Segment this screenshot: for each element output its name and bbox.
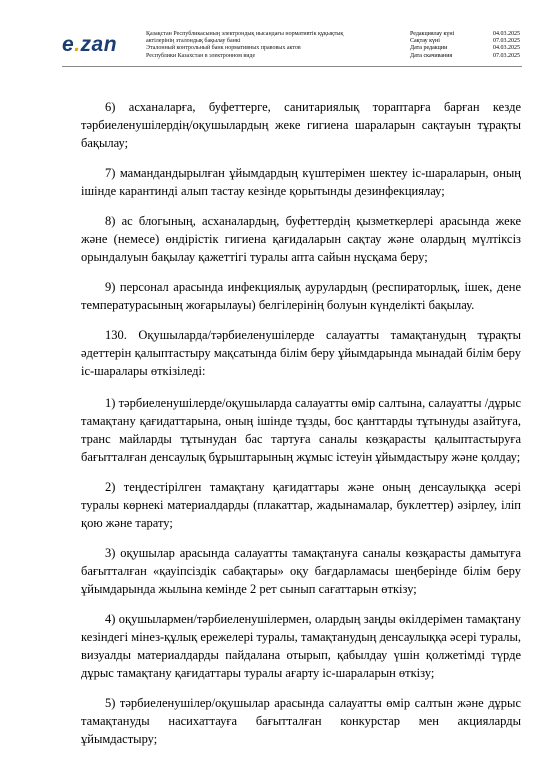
meta-label: Дата скачивания (410, 52, 453, 59)
meta-row-edit-date-ru (410, 45, 520, 52)
paragraph-item-8: 8) ас блогының, асханалардың, буфеттердің қызметкерлері арасында жеке және (немесе) өндірістік гигиена қағидаларын сақтау және олардың мүлтіксіз орындалуын бақылау қажеттігі туралы апта сайын нұсқама беру; (81, 214, 521, 264)
meta-row-edit-date-kz (410, 31, 520, 38)
meta-label: Редакциялау күні (410, 31, 455, 37)
meta-row-save-date-kz (410, 38, 520, 45)
paragraph-sub-4: 4) оқушылармен/тәрбиеленушілермен, олардың заңды өкілдерімен тамақтану кезіндегі мінез-құлық ережелері туралы, тамақтанудың денсаулыққа әсері туралы, визуалды материалдарды пайдалана отырып, қабылдау үшін қолжетімді түрде дұрыс тамақтану қағидаттары туралы ағарту іс-шараларын өткізу; (81, 612, 521, 680)
ezan-logo[interactable] (62, 34, 117, 56)
logo-e: e (62, 33, 75, 56)
meta-label: Сақтау күні (410, 38, 440, 45)
header-title-line: Эталонный контрольный банк нормативных правовых актов (146, 45, 301, 52)
meta-value: 04.03.2025 (493, 45, 520, 52)
meta-row-download-date-ru (410, 53, 520, 60)
paragraph-item-7: 7) мамандандырылған ұйымдардың күштерімен шектеу іс-шараларын, оның ішінде карантинді алып тастау кезінде қорытынды дезинфекциялау; (81, 166, 521, 198)
paragraph-item-9: 9) персонал арасында инфекциялық аурулардың (респираторлық, ішек, дене температурасының жоғарылауы) белгілерінің болуын күнделікті бақылау. (81, 280, 521, 312)
meta-value: 07.03.2025 (493, 38, 520, 45)
header-title-line: Қазақстан Республикасының электрондық нысандағы нормативтік құқықтық (146, 31, 344, 37)
header-title-line: актілерінің эталондық бақылау банкі (146, 38, 241, 45)
meta-value: 07.03.2025 (493, 52, 520, 59)
header-title-line: Республики Казахстан в электронном виде (146, 52, 256, 59)
document-header (0, 0, 557, 66)
paragraph-sub-2: 2) теңдестірілген тамақтану қағидаттары және оның денсаулыққа әсері туралы көрнекі материалдарды (плакаттар, жадынамалар, буклеттер) әзірлеу, іліп қою және тарату; (81, 480, 521, 530)
header-bank-title (146, 31, 396, 60)
paragraph-item-6: 6) асханаларға, буфеттерге, санитариялық тораптарға барған кезде тәрбиеленушілердің/оқушылардың жеке гигиена шараларын сақтауын тұрақты бақылау; (81, 100, 521, 150)
paragraph-130: 130. Оқушыларда/тәрбиеленушілерде салауатты тамақтанудың тұрақты әдеттерін қалыптастыру мақсатында білім беру ұйымдарында мынадай білім беру іс-шаралары өткізіледі: (81, 328, 521, 378)
meta-label: Дата редакции (410, 45, 448, 52)
paragraph-sub-3: 3) оқушылар арасында салауатты тамақтануға саналы көзқарасты дамытуға бағытталған «қауіпсіздік сабақтары» оқу бағдарламасы шеңберінде білім беру ұйымдарында жылына кемінде 2 рет сынып сағаттарын өткізу; (81, 546, 521, 596)
header-divider (62, 66, 522, 67)
document-body (81, 98, 521, 760)
meta-value: 04.03.2025 (493, 31, 520, 37)
paragraph-sub-1: 1) тәрбиеленушілерде/оқушыларда салауатты өмір салтына, салауатты /дұрыс тамақтану қағидаттарына, оның ішінде тұзды, бос қанттарды тұтынуды азайтуға, транс майларды тұтынудан бас тартуға саналы көзқарасты қалыптастыруға бағытталған денсаулық бұрыштарының жұмыс істеуін ұйымдастыру және қолдау; (81, 396, 521, 464)
header-dates (410, 31, 520, 60)
logo-dot: . (74, 33, 81, 56)
logo-zan: zan (80, 33, 118, 56)
paragraph-sub-5: 5) тәрбиеленушілер/оқушылар арасында салауатты өмір салтын және дұрыс тамақтануды насихаттауға бағытталған конкурстар мен акцияларды ұйымдастыру; (81, 696, 521, 746)
